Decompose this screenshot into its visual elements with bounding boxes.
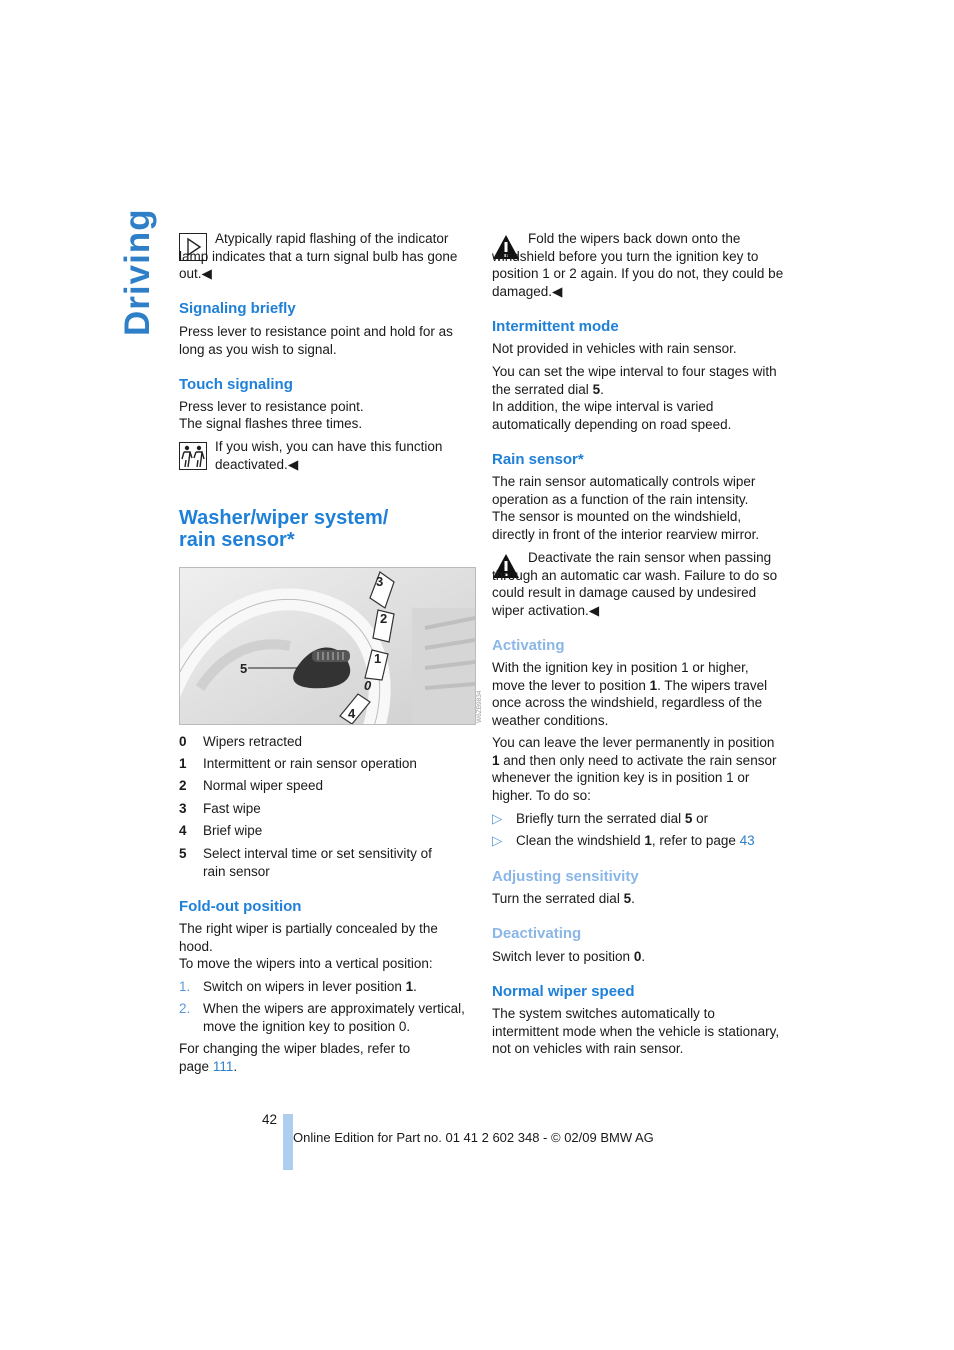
figure-label-4: 4	[348, 706, 356, 721]
normal-wiper-speed-text: The system switches automatically to intermittent mode when the vehicle is stationary, not on vehicles with rain sensor.	[492, 1006, 780, 1057]
intermittent-text-1: Not provided in vehicles with rain sensor.	[492, 341, 737, 356]
chapter-tab	[114, 208, 158, 338]
washer-wiper-section-title: Washer/wiper system/ rain sensor*	[179, 507, 389, 551]
rain-sensor-text-1: The rain sensor automatically controls wiper operation as a function of the rain intensity.	[492, 474, 756, 507]
intermittent-text-2: You can set the wipe interval to four stages with the serrated dial 5.	[492, 364, 777, 397]
sensitivity-text: Turn the serrated dial 5.	[492, 891, 635, 906]
page-link-111[interactable]: 111	[212, 1058, 234, 1074]
normal-wiper-speed-heading: Normal wiper speed	[492, 983, 635, 1000]
signaling-briefly-text: Press lever to resistance point and hold for as long as you wish to signal.	[179, 324, 453, 357]
intermittent-text-3: In addition, the wipe interval is varied automatically depending on road speed.	[492, 399, 732, 432]
rain-sensor-heading: Rain sensor*	[492, 451, 584, 468]
figure-code: W6ZB9834	[476, 690, 483, 723]
figure-label-3: 3	[376, 574, 384, 589]
fold-out-heading: Fold-out position	[179, 898, 302, 915]
wiper-lever-figure	[179, 567, 476, 725]
deactivating-text: Switch lever to position 0.	[492, 949, 646, 964]
rain-sensor-text-2: The sensor is mounted on the windshield, directly in front of the interior rearview mirror.	[492, 509, 760, 542]
deactivating-heading: Deactivating	[492, 925, 582, 942]
page-number: 42	[262, 1112, 278, 1127]
touch-signaling-heading: Touch signaling	[179, 376, 293, 393]
page-link-43[interactable]: 43	[739, 833, 755, 848]
fold-out-text-1: The right wiper is partially concealed by the hood.	[179, 921, 438, 954]
signaling-briefly-heading: Signaling briefly	[179, 300, 296, 317]
figure-label-2: 2	[380, 611, 388, 626]
activating-heading: Activating	[492, 637, 565, 654]
figure-label-1: 1	[374, 651, 382, 666]
car-wash-warning: Deactivate the rain sensor when passing through an automatic car wash. Failure to do so could result in damage caused by undesired wiper activation.◀	[492, 550, 778, 618]
figure-label-5: 5	[240, 661, 248, 676]
intermittent-mode-heading: Intermittent mode	[492, 318, 619, 335]
fold-out-text-2: To move the wipers into a vertical position:	[179, 956, 433, 971]
adjusting-sensitivity-heading: Adjusting sensitivity	[492, 868, 639, 885]
footer-bar	[283, 1114, 293, 1170]
service-person-icon	[179, 442, 207, 470]
touch-signaling-text-1: Press lever to resistance point.	[179, 399, 364, 414]
turn-signal-note: Atypically rapid flashing of the indicator lamp indicates that a turn signal bulb has gone out.◀	[179, 231, 458, 282]
activating-text: With the ignition key in position 1 or higher, move the lever to position 1. The wipers travel once across the windshield, regardless of the weather conditions.	[492, 660, 768, 728]
touch-signaling-text-2: The signal flashes three times.	[179, 416, 363, 431]
bullet-arrow-icon: ▷	[492, 833, 503, 848]
wiper-blades-text: For changing the wiper blades, refer to page 111.	[179, 1041, 411, 1074]
leave-lever-text: You can leave the lever permanently in position 1 and then only need to activate the rain sensor whenever the ignition key is in position 1 or higher. To do so:	[492, 735, 777, 803]
bullet-arrow-icon: ▷	[492, 811, 503, 826]
deactivate-function-note: If you wish, you can have this function deactivated.◀	[215, 439, 443, 472]
edition-footer: Online Edition for Part no. 01 41 2 602 348 - © 02/09 BMW AG	[293, 1130, 654, 1145]
figure-label-0: 0	[364, 678, 372, 693]
fold-wipers-warning: Fold the wipers back down onto the windshield before you turn the ignition key to position 1 or 2 again. If you do not, they could be damaged.◀	[492, 231, 784, 299]
chapter-tab-label: Driving	[118, 208, 157, 336]
